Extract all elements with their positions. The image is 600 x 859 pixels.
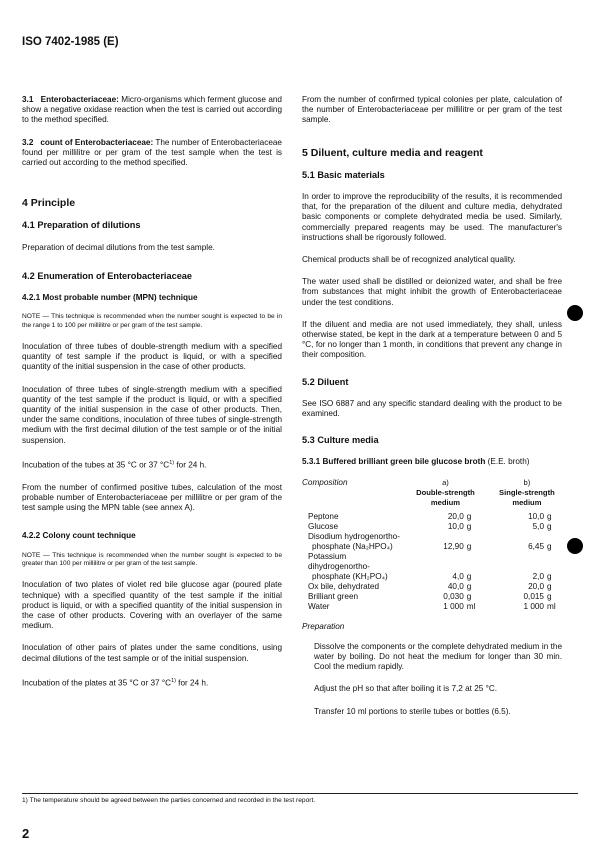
unit-b: g bbox=[547, 591, 552, 601]
table-row bbox=[302, 592, 567, 602]
section-5-3-1-heading bbox=[302, 457, 562, 467]
column-b-header bbox=[487, 478, 567, 508]
table-row bbox=[302, 522, 567, 532]
section-4-2-1-heading: 4.2.1 Most probable number (MPN) technique bbox=[22, 293, 198, 303]
value-b: 20,0 bbox=[528, 581, 544, 591]
unit-b: g bbox=[547, 541, 552, 551]
section-5-1-paragraph: In order to improve the reproducibility of the results, it is recommended that, for the preparation of the diluent and culture media, dehydrated basic components or complete dehydrated media be used. Similarly, commercially prepared reagents may be used. The manufacturer's instructions shall be rigorously followed. bbox=[302, 192, 562, 242]
component-name: phosphate (Na₂HPO₄) bbox=[312, 541, 393, 551]
value-b: 6,45 bbox=[528, 541, 544, 551]
preparation-paragraph: Adjust the pH so that after boiling it is 7,2 at 25 °C. bbox=[314, 684, 498, 694]
definition-number: 3.2 bbox=[22, 137, 34, 147]
section-4-2-1-paragraph: From the number of confirmed positive tubes, calculation of the most probable number of Enterobacteriaceae per millilitre or per gram of the test sample using the MPN table (see annex A). bbox=[22, 482, 282, 513]
section-4-2-1-paragraph: Inoculation of three tubes of double-strength medium with a specified quantity of test sample if the product is liquid, or with a specified quantity of the initial suspension in the case of other products. bbox=[22, 342, 282, 372]
value-a: 20,0 bbox=[447, 511, 464, 521]
component-name: Potassium dihydrogenortho- bbox=[308, 551, 370, 571]
value-a: 10,0 bbox=[447, 521, 464, 531]
section-5-1-heading: 5.1 Basic materials bbox=[302, 169, 385, 180]
footnote-ref: 1) bbox=[169, 459, 175, 466]
value-a: 1 000 bbox=[443, 601, 464, 611]
section-4-2-1-note: NOTE — This technique is recommended when the number sought is expected to be in the range 1 to 100 per millilitre or per gram of the test sample. bbox=[22, 313, 282, 329]
component-name: Brilliant green bbox=[308, 591, 359, 601]
composition-label: Composition bbox=[302, 477, 348, 487]
incubation-text: Incubation of the plates at 35 °C or 37 °C bbox=[22, 678, 172, 688]
column-b-title: Single-strength medium bbox=[499, 487, 555, 507]
footnote-divider bbox=[22, 793, 578, 794]
definition-text: The number of Enterobacteriaceae found per millilitre or per gram of the test sample when the test is carried out according to the method specified. bbox=[22, 137, 282, 168]
unit-b: g bbox=[547, 511, 552, 521]
value-b: 5,0 bbox=[532, 521, 544, 531]
section-4-2-2-paragraph: Inoculation of two plates of violet red bile glucose agar (poured plate technique) with a specified quantity of the test sample if the initial product is liquid, or with a specified quantity of the initial suspension in the case of other products. Covering with an overlayer of the same medium. bbox=[22, 580, 282, 631]
unit-a: g bbox=[466, 521, 472, 531]
definition-term: Enterobacteriaceae: bbox=[40, 95, 119, 104]
section-4-2-1-incubation bbox=[22, 458, 282, 471]
definition-number: 3.1 bbox=[22, 95, 34, 104]
unit-a: g bbox=[466, 571, 472, 581]
unit-b: g bbox=[547, 521, 552, 531]
table-row bbox=[302, 532, 567, 542]
unit-b: g bbox=[547, 571, 552, 581]
unit-a: g bbox=[466, 541, 472, 551]
unit-b: ml bbox=[547, 601, 556, 611]
table-header-row bbox=[302, 478, 567, 508]
preparation-label: Preparation bbox=[302, 621, 345, 631]
definition-text: Micro-organisms which ferment glucose and show a negative oxidase reaction when the test is carried out according to the method specified. bbox=[22, 95, 282, 125]
unit-b: g bbox=[547, 581, 552, 591]
unit-a: ml bbox=[466, 601, 476, 611]
table-row bbox=[302, 582, 567, 592]
table-row bbox=[302, 572, 567, 582]
unit-a bbox=[467, 532, 487, 542]
left-column bbox=[22, 95, 282, 701]
component-name: Ox bile, dehydrated bbox=[308, 581, 380, 591]
margin-bullet-icon bbox=[567, 538, 583, 554]
component-name: Water bbox=[308, 601, 330, 611]
section-4-2-1-paragraph: Inoculation of three tubes of single-strength medium with a specified quantity of the test sample if the product is liquid, or with a specified quantity of the initial suspension in the case of other products. Then, under the same conditions, inoculation of three tubes of single-strength medium with the first decimal dilution of the test sample or of the initial suspension. bbox=[22, 384, 282, 445]
value-b: 1 000 bbox=[523, 601, 544, 611]
unit-b bbox=[547, 532, 567, 542]
document-header: ISO 7402-1985 (E) bbox=[22, 36, 119, 48]
section-4-2-2-note: NOTE — This technique is recommended when the number sought is expected to be greater than 100 per millilitre or per gram of the test sample. bbox=[22, 551, 282, 568]
value-b bbox=[487, 552, 547, 572]
column-a-title: Double-strength medium bbox=[416, 487, 475, 507]
section-4-2-2-heading: 4.2.2 Colony count technique bbox=[22, 531, 136, 541]
footnote-ref: 1) bbox=[171, 677, 176, 684]
right-intro-paragraph: From the number of confirmed typical colonies per plate, calculation of the number of Enterobacteriaceae per millilitre or per gram of the test sample. bbox=[302, 95, 562, 125]
definition-3-2 bbox=[22, 138, 282, 169]
column-b-letter: b) bbox=[523, 477, 531, 487]
composition-table bbox=[302, 478, 567, 612]
section-4-1-heading: 4.1 Preparation of dilutions bbox=[22, 220, 141, 231]
section-5-1-paragraph: If the diluent and media are not used immediately, they shall, unless otherwise stated, be kept in the dark at a temperature between 0 and 5 °C, for no longer than 1 month, in conditions that prevent any change in their composition. bbox=[302, 319, 562, 360]
table-row bbox=[302, 602, 567, 612]
component-name: Disodium hydrogenortho- bbox=[308, 531, 400, 541]
incubation-text-end: for 24 h. bbox=[175, 678, 209, 688]
value-a: 40,0 bbox=[447, 581, 464, 591]
value-a: 12,90 bbox=[443, 541, 464, 551]
value-a: 4,0 bbox=[452, 571, 464, 581]
incubation-text: Incubation of the tubes at 35 °C or 37 °C bbox=[22, 460, 170, 470]
value-b: 2,0 bbox=[532, 571, 544, 581]
value-a bbox=[404, 552, 467, 572]
component-name: Peptone bbox=[308, 511, 339, 521]
section-5-1-paragraph: Chemical products shall be of recognized analytical quality. bbox=[302, 255, 516, 265]
value-b bbox=[487, 532, 547, 542]
definition-3-1 bbox=[22, 95, 282, 126]
preparation-paragraph: Dissolve the components or the complete dehydrated medium in the water by boiling. Do not heat the medium for longer than 30 min. Cool the medium rapidly. bbox=[314, 641, 562, 672]
section-5-2-heading: 5.2 Diluent bbox=[302, 376, 349, 387]
value-b: 10,0 bbox=[528, 511, 544, 521]
section-4-heading: 4 Principle bbox=[22, 197, 76, 210]
table-row bbox=[302, 552, 567, 572]
section-5-1-paragraph: The water used shall be distilled or deionized water, and shall be free from substances that might inhibit the growth of Enterobacteriaceae under the test conditions. bbox=[302, 277, 562, 307]
unit-a: g bbox=[466, 511, 472, 521]
value-b: 0,015 bbox=[523, 591, 544, 601]
section-5-3-1-title: 5.3.1 Buffered brilliant green bile glucose broth bbox=[302, 457, 486, 467]
section-5-2-paragraph: See ISO 6887 and any specific standard dealing with the product to be examined. bbox=[302, 398, 562, 419]
column-a-letter: a) bbox=[442, 477, 449, 487]
section-4-2-2-incubation bbox=[22, 676, 282, 689]
section-4-2-2-paragraph: Inoculation of other pairs of plates under the same conditions, using decimal dilutions of the test sample or of the initial suspension. bbox=[22, 643, 282, 663]
table-row bbox=[302, 512, 567, 522]
component-name: phosphate (KH₂PO₄) bbox=[312, 571, 388, 581]
column-a-header bbox=[404, 478, 487, 508]
section-5-heading: 5 Diluent, culture media and reagent bbox=[302, 146, 483, 159]
table-row bbox=[302, 542, 567, 552]
section-4-2-heading: 4.2 Enumeration of Enterobacteriaceae bbox=[22, 270, 193, 281]
value-a: 0,030 bbox=[443, 591, 464, 601]
incubation-text-end: for 24 h. bbox=[174, 460, 207, 470]
section-4-1-text: Preparation of decimal dilutions from the test sample. bbox=[22, 242, 215, 252]
definition-term: count of Enterobacteriaceae: bbox=[40, 137, 154, 147]
component-name: Glucose bbox=[308, 521, 339, 531]
right-column bbox=[302, 95, 562, 729]
unit-a: g bbox=[466, 591, 472, 601]
section-5-3-1-suffix: (E.E. broth) bbox=[487, 457, 530, 467]
footnote: 1) The temperature should be agreed between the parties concerned and recorded in the test report. bbox=[22, 797, 316, 804]
page-number: 2 bbox=[22, 826, 30, 841]
value-a bbox=[404, 532, 467, 542]
preparation-paragraph: Transfer 10 ml portions to sterile tubes or bottles (6.5). bbox=[314, 706, 511, 716]
section-5-3-heading: 5.3 Culture media bbox=[302, 435, 379, 446]
margin-bullet-icon bbox=[567, 305, 583, 321]
unit-b bbox=[547, 552, 567, 572]
unit-a: g bbox=[466, 581, 472, 591]
unit-a bbox=[467, 552, 487, 572]
